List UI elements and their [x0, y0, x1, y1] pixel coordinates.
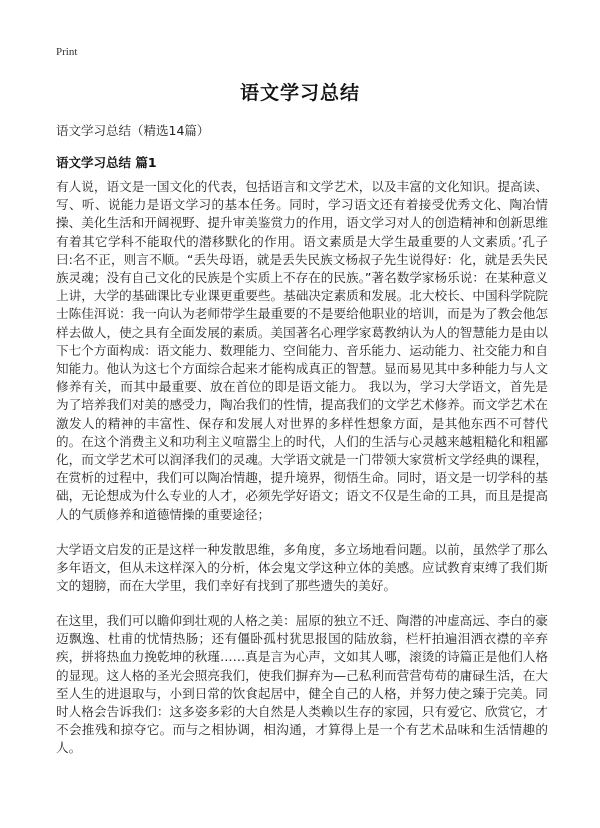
page-title: 语文学习总结 [239, 82, 360, 104]
document-subtitle: 语文学习总结（精选14篇） [56, 123, 210, 138]
paragraph-1: 有人说，语文是一国文化的代表，包括语言和文学艺术，以及丰富的文化知识。提高读、写、听、说能力是语文学习的基本任务。同时，学习语文还有着接受优秀文化、陶冶情操、美化生活和开阔视野、提升审美鉴赏力的作用，语文学习对人的创造精神和创新思维有着其它学科不能取代的潜移默化的作用。语文素质是大学生最重要的人文素质。’孔子曰:名不正，则言不顺。“丢失母语，就是丢失民族文杨叔子先生说得好：化，就是丢失民族灵魂；没有自己文化的民族是个实质上不存在的民族。”著名数学家杨乐说：在某种意义上讲，大学的基础课比专业课更重要些。基础决定素质和发展。北大校长、中国科学院院士陈佳洱说：我一向认为老师带学生最重要的不是要给他职业的培训，而是为了教会他怎样去做人，使之具有全面发展的素质。美国著名心理学家葛教纳认为人的智慧能力是由以下七个方面构成：语文能力、数理能力、空间能力、音乐能力、运动能力、社交能力和自知能力。他认为这七个方面综合起来才能构成真正的智慧。显而易见其中多种能力与人文修养有关，而其中最重要、放在首位的即是语文能力。 我以为，学习大学语文，首先是为了培养我们对美的感受力，陶冶我们的性情，提高我们的文学艺术修养。而文学艺术在激发人的精神的丰富性、保存和发展人对世界的多样性想象方面，是其他东西不可替代的。在这个消费主义和功利主义喧嚣尘上的时代，人们的生活与心灵越来越粗糙化和粗鄙化，而文学艺术可以润泽我们的灵魂。大学语文就是一门带领大家赏析文学经典的课程，在赏析的过程中，我们可以陶冶情趣，提升境界，彻悟生命。同时，语文是一切学科的基础，无论想成为什么专业的人才，必须先学好语文；语文不仅是生命的工具，而且是提高人的气质修养和道德情操的重要途径； [56, 179, 548, 522]
print-link[interactable]: Print [56, 46, 78, 58]
paragraph-3: 在这里，我们可以瞻仰到壮观的人格之美：屈原的独立不迁、陶潜的冲虚高远、李白的豪迈飘逸、杜甫的忧情热肠；还有僵卧孤村犹思报国的陆放翁，栏杆拍遍泪洒衣襟的辛弃疾，拼将热血力挽乾坤的秋瑾……真是言为心声，文如其人哪，滚烫的诗篇正是他们人格的显现。这人格的圣光会照亮我们，使我们摒弃为—己私利而营营苟苟的庸碌生活，在大至人生的进退取与，小到日常的饮食起居中，健全自己的人格，并努力使之臻于完美。同时人格会告诉我们：这多姿多彩的大自然是人类赖以生存的家园，只有爱它、欣赏它，才不会推残和掠夺它。而与之相协调，相沟通，才算得上是一个有艺术品味和生活情趣的人。 [56, 613, 548, 756]
paragraph-2: 大学语文启发的正是这样一种发散思维，多角度，多立场地看问题。以前，虽然学了那么多年语文，但从未这样深入的分析，体会鬼文学这种立体的美感。应试教育束缚了我们斯文的翅膀，而在大学里，我们幸好有找到了那些遗失的美好。 [56, 542, 548, 594]
section-heading: 语文学习总结 篇1 [56, 155, 157, 170]
